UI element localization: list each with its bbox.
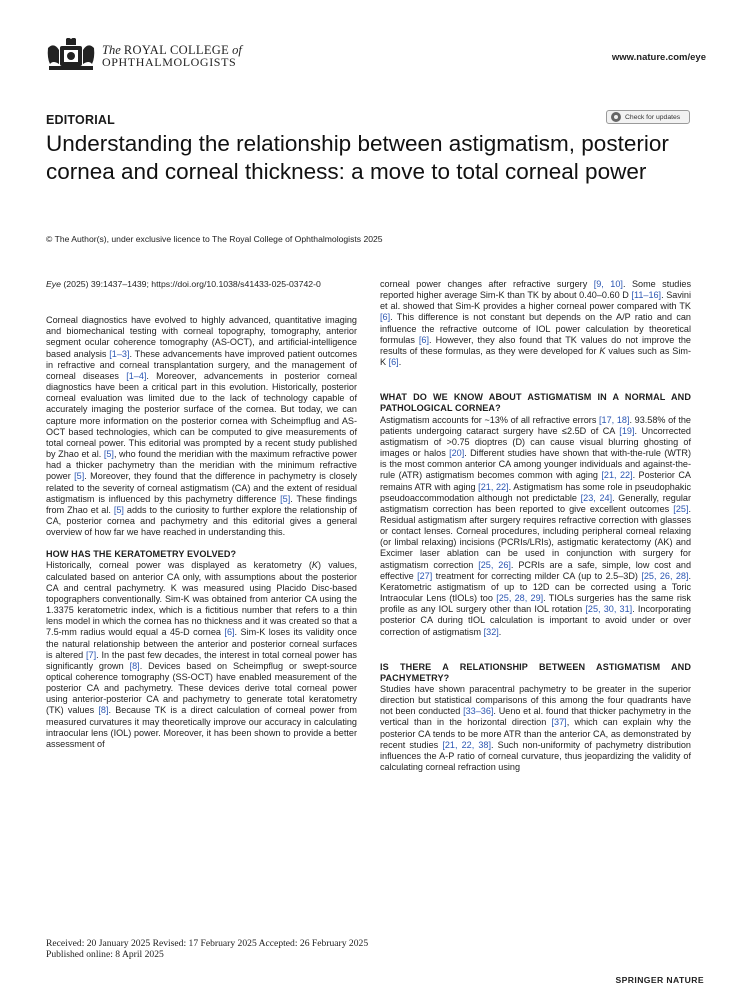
body-text: , which can explain why the posterior CA tends to be more ATR than the anterior CA, as demonstrated by recent studies xyxy=(380,717,691,750)
reference-link[interactable]: [19] xyxy=(619,425,635,436)
body-text: treatment for correcting milder CA (up to 2.5–3D) xyxy=(432,570,642,581)
reference-link[interactable]: [21, 22, 38] xyxy=(442,739,491,750)
body-text: . Different studies have shown that with-the-rule (WTR) is the most common anterior CA among younger individuals and against-the-rule (ATR) astigmatism becomes common with aging xyxy=(380,448,691,481)
body-text: . PCRIs are a safe, simple, low cost and effective xyxy=(380,559,692,581)
heading-keratometry: HOW HAS THE KERATOMETRY EVOLVED? xyxy=(46,549,237,560)
publisher-logo: SPRINGER NATURE xyxy=(615,975,704,985)
heading-pachymetry: IS THERE A RELATIONSHIP BETWEEN ASTIGMATISM AND PACHYMETRY? xyxy=(380,661,691,683)
article-title: Understanding the relationship between astigmatism, posterior cornea and corneal thickness: a move to total corneal power xyxy=(46,131,669,184)
body-text: . Moreover, they found that the difference in pachymetry is closely related to the severity of corneal astigmatism (CA) and the extent of residual astigmatism is influenced by this pachymetry difference xyxy=(46,471,357,504)
body-text: Studies have shown paracentral pachymetry to be greater in the superior direction but statistical comparisons of this among the four quadrants have not been conducted xyxy=(380,684,691,717)
reference-link[interactable]: [32] xyxy=(483,626,499,637)
check-for-updates-button[interactable]: Check for updates xyxy=(606,110,690,124)
reference-link[interactable]: [20] xyxy=(449,448,465,459)
heading-astigmatism: WHAT DO WE KNOW ABOUT ASTIGMATISM IN A NORMAL AND PATHOLOGICAL CORNEA? xyxy=(380,392,691,414)
italic-text: K xyxy=(599,345,606,356)
body-text: . Moreover, advancements in posterior corneal diagnostics have been a critical part in this evolution. Historically, posterior corneal evaluation was limited due to the lack of technology capable of accurately imaging the posterior surface of the cornea. But today, we can capture more information on the posterior cornea with Scheimpflug and AS-OCT based technologies, which can be computed to give measurements of total corneal power. This editorial was prompted by a recent study published by Zhao et al. xyxy=(46,370,357,460)
body-text: . This difference is not constant but depends on the A/P ratio and can influence the refractive outcome of IOL power calculation by theoretical formulas xyxy=(380,312,691,345)
reference-link[interactable]: [1–4] xyxy=(126,370,147,381)
reference-link[interactable]: [6] xyxy=(380,312,391,323)
corneal-power-paragraph xyxy=(380,279,691,368)
body-text: , who found the meridian with the maximum refractive power had a thicker pachymetry than the meridian with the minimum refractive power xyxy=(46,449,357,482)
citation-line[interactable]: Eye (2025) 39:1437–1439; https://doi.org/10.1038/s41433-025-03742-0 xyxy=(46,279,321,289)
reference-link[interactable]: [21, 22] xyxy=(601,470,633,481)
reference-link[interactable]: [21, 22] xyxy=(478,481,509,492)
published-date: Published online: 8 April 2025 xyxy=(46,949,164,960)
article-dates xyxy=(46,938,368,960)
reference-link[interactable]: [5] xyxy=(113,504,124,515)
reference-link[interactable]: [25] xyxy=(673,503,689,514)
reference-link[interactable]: [1–3] xyxy=(109,348,130,359)
reference-link[interactable]: [8] xyxy=(129,660,140,671)
reference-link[interactable]: [6] xyxy=(388,357,399,368)
reference-link[interactable]: [23, 24] xyxy=(580,492,613,503)
keratometry-paragraph xyxy=(46,560,357,750)
reference-link[interactable]: [5] xyxy=(280,493,291,504)
body-text: . xyxy=(398,357,402,368)
reference-link[interactable]: [33–36] xyxy=(463,706,494,717)
reference-link[interactable]: [8] xyxy=(98,705,109,716)
body-text: . Residual astigmatism after surgery requires refractive correction with glasses or contact lenses. Corneal procedures, including peripheral corneal relaxing (or limbal relaxing) incisions (PCRIs/LRIs), astigmatic keratectomy (AK) and Excimer laser ablation can be used in conjunction with surgery for astigmatism correction xyxy=(380,503,691,570)
body-text: . Such non-uniformity of pachymetry distribution influences the A-P ratio of corneal curvature, thus jeopardizing the validity of calculating corneal refraction using xyxy=(380,739,691,773)
body-text: . These findings from Zhao et al. xyxy=(46,493,357,515)
italic-text: K xyxy=(311,560,318,571)
intro-paragraph xyxy=(46,315,357,538)
body-text: . Ueno et al. found that thicker pachymetry in the vertical than in the horizontal direction xyxy=(380,706,692,728)
body-text: . Astigmatism has some role in pseudophakic pseudoaccommodation although not predictable xyxy=(380,481,691,503)
reference-link[interactable]: [27] xyxy=(417,570,433,581)
right-column xyxy=(380,279,691,773)
body-text: Corneal diagnostics have evolved to highly advanced, quantitative imaging and biomechanical testing with corneal topography, tomography, anterior segment ocular coherence tomography (AS-OCT), and artificial-intelligence based analysis xyxy=(46,315,357,359)
body-text: . Savini et al. showed that Sim-K provides a higher corneal power compared with TK xyxy=(380,290,691,312)
college-name: The ROYAL COLLEGE of OPHTHALMOLOGISTS xyxy=(102,43,242,69)
body-text: . Generally, regular astigmatism correction has been reported to give excellent outcomes xyxy=(380,492,692,514)
reference-link[interactable]: [5] xyxy=(74,471,85,482)
left-column xyxy=(46,279,357,750)
reference-link[interactable]: [6] xyxy=(418,334,430,345)
reference-link[interactable]: [7] xyxy=(86,649,97,660)
reference-link[interactable]: [17, 18] xyxy=(599,414,630,425)
reference-link[interactable]: [6] xyxy=(224,627,235,638)
body-text: . TIOLs surgeries has the same risk profile as any IOL surgery other than IOL rotation xyxy=(380,593,691,615)
body-text: ) values, calculated based on anterior CA only, with assumptions about the posterior CA and central pachymetry. K was measured using Placido Disc-based topographers conventionally. Sim-K was obtained from anterior CA using the 1.3375 keratometric index, which is a fictitious number that refers to a thin lens model in which the cornea has no thickness and it was created so that a 7.5-mm radius would equal a 45-D cornea xyxy=(46,560,358,638)
college-crest-logo xyxy=(46,38,96,72)
body-text: . However, they also found that TK values do not improve the results of these formulas, as they were developed for xyxy=(380,334,691,356)
received-dates: Received: 20 January 2025 Revised: 17 February 2025 Accepted: 26 February 2025 xyxy=(46,938,369,949)
update-circle-icon xyxy=(611,112,621,122)
body-text: . Sim-K loses its validity once the natural relationship between the anterior and posterior corneal surfaces is altered xyxy=(46,627,357,660)
body-text: . In the past few decades, the interest in total corneal power has significantly grown xyxy=(46,649,357,671)
reference-link[interactable]: [5] xyxy=(103,449,114,460)
body-text: . Incorporating posterior CA during tIOL calculation is important to avoid under or over correction of astigmatism xyxy=(380,604,691,637)
journal-header xyxy=(46,38,706,74)
body-text: . Uncorrected astigmatism of >0.75 dioptres (D) can cause visual blurring ghosting of images or halos xyxy=(380,425,691,459)
copyright-line: © The Author(s), under exclusive licence to The Royal College of Ophthalmologists 2025 xyxy=(46,234,383,244)
reference-link[interactable]: [9, 10] xyxy=(593,279,623,289)
body-text: Astigmatism accounts for ~13% of all refractive errors xyxy=(380,414,600,425)
body-text: . Posterior CA remains ATR with aging xyxy=(380,470,691,492)
body-text: values such as Sim-K xyxy=(380,345,691,368)
reference-link[interactable]: [37] xyxy=(551,717,567,728)
astigmatism-paragraph xyxy=(380,415,691,638)
body-text: . Devices based on Scheimpflug or swept-source optical coherence tomography (SS-OCT) have enabled measurement of the posterior CA and pachymetry. These devices derive total corneal power using anterior-posterior CA and pachymetry to generate total keratometry (TK) values xyxy=(46,660,357,716)
body-text: corneal power changes after refractive surgery xyxy=(380,279,594,289)
body-text: . Some studies reported higher average Sim-K than TK by about 0.40–0.60 D xyxy=(380,279,691,301)
reference-link[interactable]: [25, 28, 29] xyxy=(496,593,544,604)
body-text: . xyxy=(498,626,502,637)
body-text: . Because TK is a direct calculation of corneal power from measured curvatures it may theoretically improve our accuracy in calculating intraocular lens (IOL) power. Moreover, it has been shown to provide a better assessment of xyxy=(46,705,357,749)
pachymetry-paragraph xyxy=(380,684,691,773)
body-text: . These advancements have improved patient outcomes in refractive and corneal transplantation surgery, and the management of corneal diseases xyxy=(46,348,358,381)
reference-link[interactable]: [11–16] xyxy=(631,290,662,301)
body-text: . Keratometric astigmatism of up to 12D can be corrected using a Toric Intraocular Lens (tIOLs) too xyxy=(380,570,691,604)
journal-website-link[interactable]: www.nature.com/eye xyxy=(611,52,706,63)
article-type-label: EDITORIAL xyxy=(46,113,115,127)
reference-link[interactable]: [25, 26, 28] xyxy=(641,570,689,581)
reference-link[interactable]: [25, 30, 31] xyxy=(585,604,633,615)
reference-link[interactable]: [25, 26] xyxy=(478,559,511,570)
body-text: adds to the curiosity to further explore the relationship of CA, posterior cornea and pachymetry and this editorial gives a general overview of how far we have reached in understanding this. xyxy=(46,504,357,538)
body-text: Historically, corneal power was displayed as keratometry ( xyxy=(46,560,312,571)
body-text: . 93.58% of the patients undergoing cataract surgery have ≤2.5D of CA xyxy=(380,414,691,436)
